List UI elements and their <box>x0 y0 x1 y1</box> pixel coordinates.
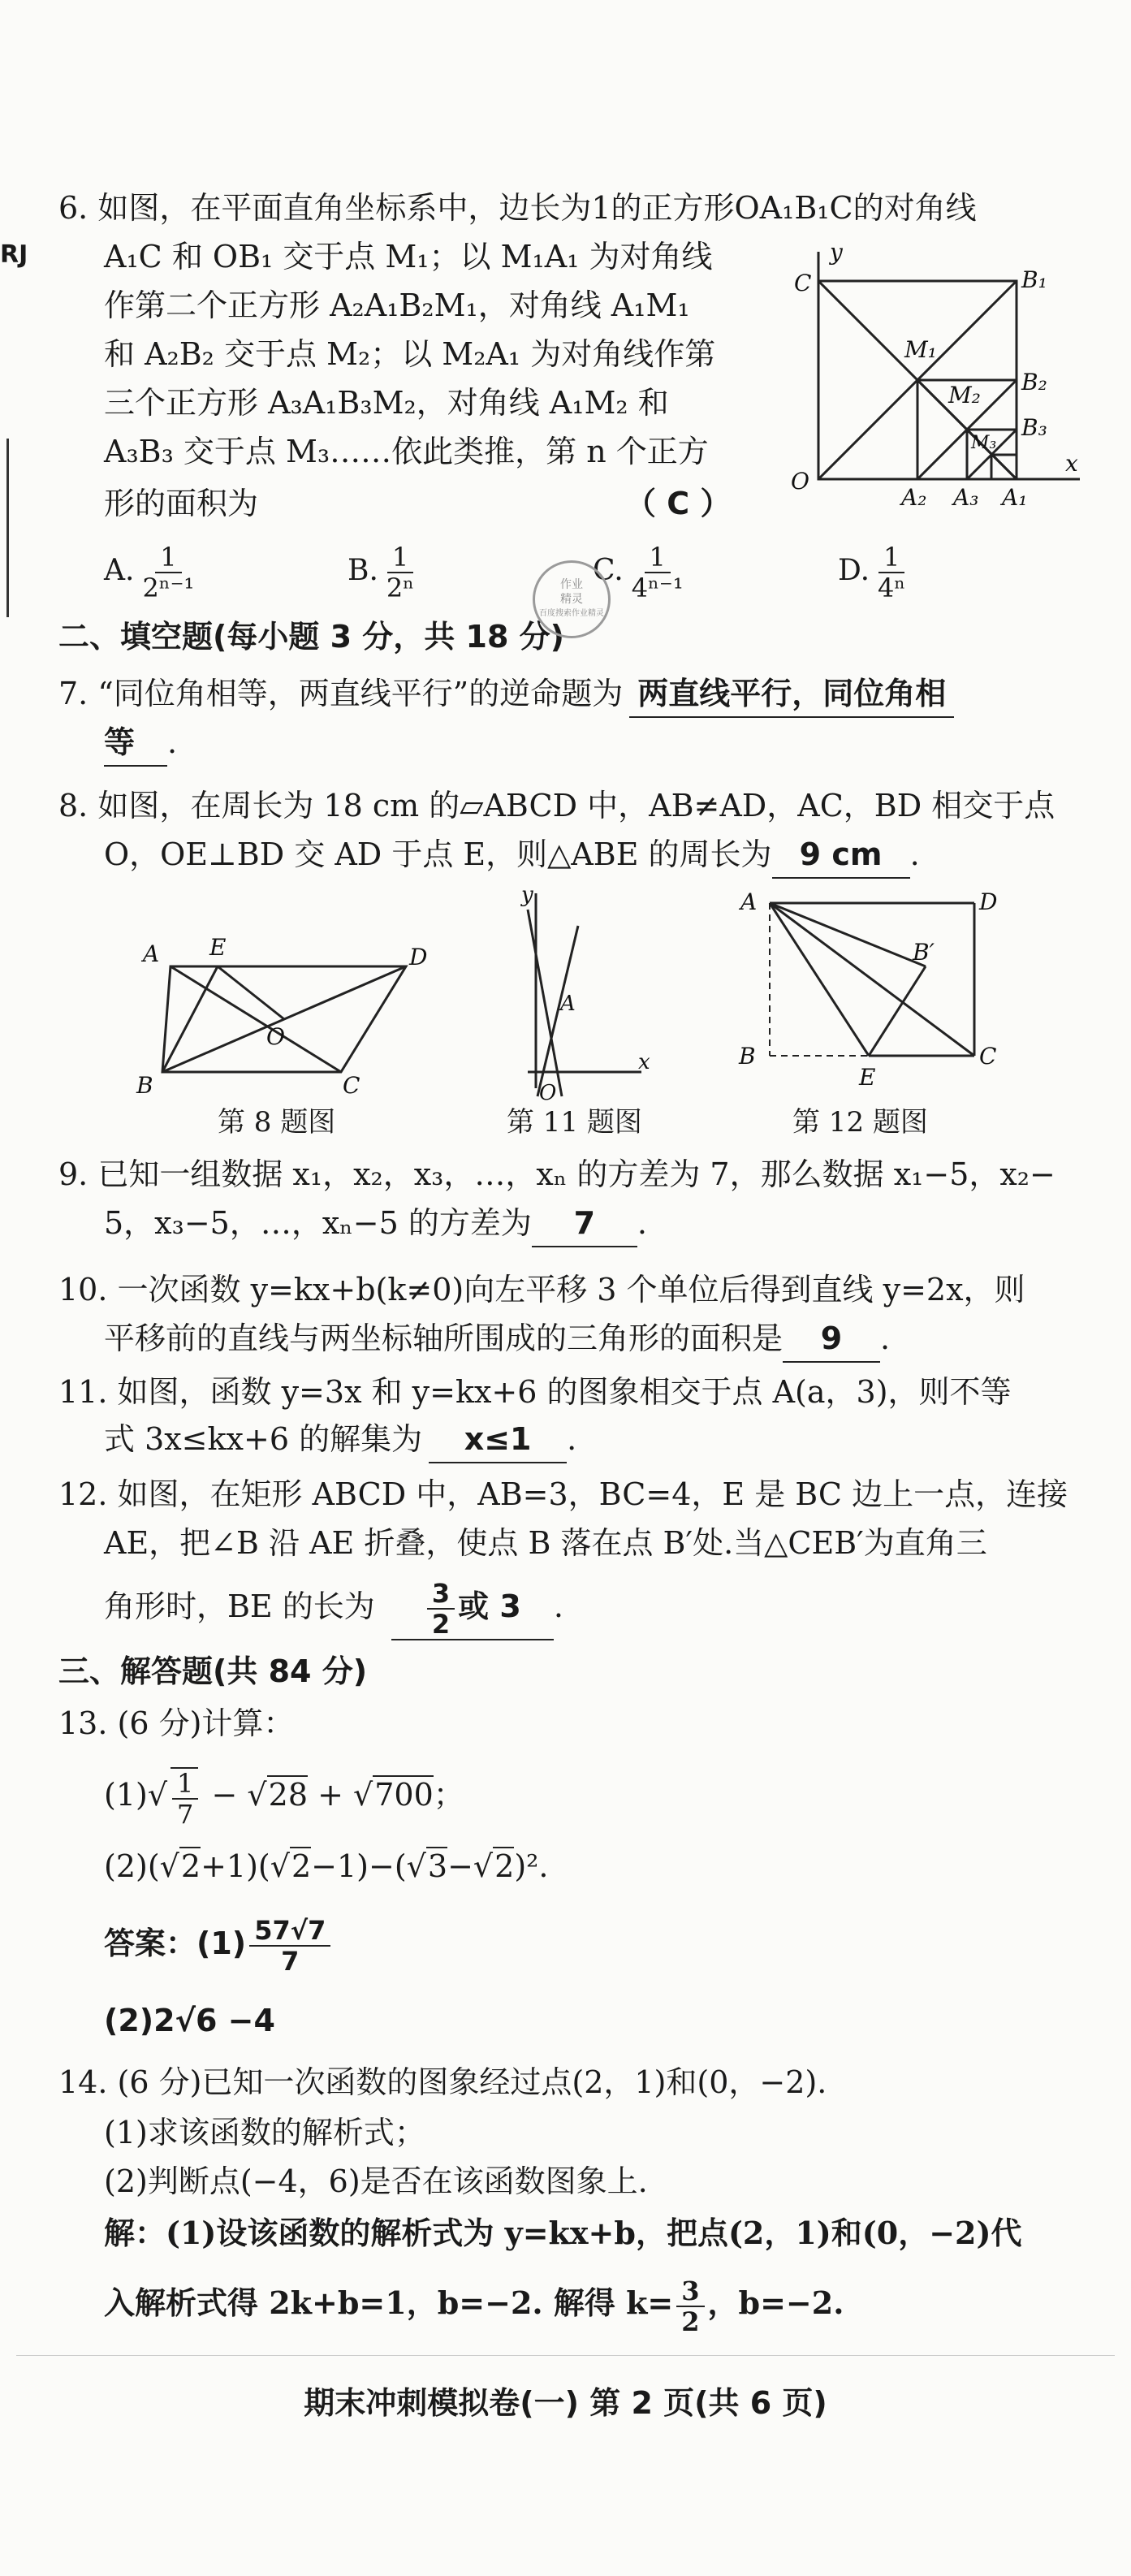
q6-fig-label-b1: B₁ <box>1021 266 1047 293</box>
q6-fig-label-y: y <box>830 239 843 266</box>
q14-solution-line2: 入解析式得 2k+b=1，b=−2. 解得 k= $\frac{3}{2}$ ，b=−2. <box>104 2275 844 2337</box>
q14-part1: (1)求该函数的解析式； <box>104 2115 425 2150</box>
page-footer: 期末冲刺模拟卷(一) 第 2 页(共 6 页) <box>304 2385 827 2421</box>
q6-fig-label-m1: M₁ <box>904 336 937 363</box>
q6-fig-label-m2: M₂ <box>948 382 981 408</box>
q10-answer-blank: 9 <box>783 1316 880 1363</box>
q6-fig-label-a3: A₃ <box>953 484 979 511</box>
q10-line1: 10. 一次函数 y=kx+b(k≠0)向左平移 3 个单位后得到直线 y=2x，则 <box>58 1272 1025 1307</box>
fig11-caption: 第 11 题图 <box>507 1106 642 1139</box>
fig8-label-e: E <box>209 934 227 961</box>
fig8-label-a: A <box>143 940 160 967</box>
fig11-label-x: x <box>638 1050 650 1074</box>
q12-answer-blank: $\frac{3}{2}$ 或 3 <box>391 1574 554 1640</box>
fig8-label-d: D <box>409 944 428 970</box>
footer-rule <box>16 2355 1115 2356</box>
fig8-caption: 第 8 题图 <box>218 1106 336 1139</box>
q6-fig-label-a2: A₂ <box>901 484 927 511</box>
q9-line2: 5，x₃−5，…，xₙ−5 的方差为 7 . <box>104 1200 647 1247</box>
q13-part1: (1)√ $\frac{1}{7}$ − √28 + √700； <box>104 1767 464 1830</box>
fig11-label-o: O <box>539 1081 557 1104</box>
fig8-label-o: O <box>266 1023 285 1050</box>
q6-fig-label-b3: B₃ <box>1021 414 1047 441</box>
q8-answer-blank: 9 cm <box>772 832 910 879</box>
section-2-heading: 二、填空题(每小题 3 分，共 18 分) <box>58 619 564 655</box>
q8-line2: O，OE⊥BD 交 AD 于点 E，则△ABE 的周长为 9 cm . <box>104 832 920 879</box>
fig12-label-e: E <box>859 1064 876 1091</box>
fig11 <box>503 877 666 1104</box>
q12-line2: AE，把∠B 沿 AE 折叠，使点 B 落在点 B′处.当△CEB′为直角三 <box>104 1525 987 1561</box>
q11-answer-blank: x≤1 <box>429 1416 567 1463</box>
q12-line1: 12. 如图，在矩形 ABCD 中，AB=3，BC=4，E 是 BC 边上一点，连接 <box>58 1476 1068 1512</box>
fig12-label-c: C <box>979 1043 997 1070</box>
fig12-label-b: B <box>739 1043 756 1070</box>
q6-line5: 三个正方形 A₃A₁B₃M₂，对角线 A₁M₂ 和 <box>104 385 669 421</box>
fig12-label-d: D <box>979 888 998 915</box>
section-3-heading: 三、解答题(共 84 分) <box>58 1653 368 1689</box>
q12-line3: 角形时，BE 的长为 $\frac{3}{2}$ 或 3 . <box>104 1574 563 1640</box>
q6-fig-label-m3: M₃ <box>971 433 997 453</box>
q6-line4: 和 A₂B₂ 交于点 M₂；以 M₂A₁ 为对角线作第 <box>104 336 716 372</box>
q6-line3: 作第二个正方形 A₂A₁B₂M₁，对角线 A₁M₁ <box>104 287 690 323</box>
fig8-label-b: B <box>136 1072 153 1099</box>
fig12-label-a: A <box>740 888 758 915</box>
q6-fig-label-o: O <box>791 468 809 495</box>
fig8 <box>130 926 438 1104</box>
margin-rule <box>0 439 9 617</box>
q11-line1: 11. 如图，函数 y=3x 和 y=kx+6 的图象相交于点 A(a，3)，则不等 <box>58 1374 1012 1410</box>
fig12-caption: 第 12 题图 <box>792 1106 928 1139</box>
q7-answer-blank-2: 等 <box>104 720 167 767</box>
q14-part2: (2)判断点(−4，6)是否在该函数图象上. <box>104 2163 648 2199</box>
q9-answer-blank: 7 <box>532 1200 637 1247</box>
q6-option-c: C. $\frac{1}{\text{4ⁿ⁻¹}}$ <box>593 542 684 603</box>
q13-title: 13. (6 分)计算： <box>58 1705 295 1741</box>
q6-fig-label-b2: B₂ <box>1021 369 1047 395</box>
q14-title: 14. (6 分)已知一次函数的图象经过点(2，1)和(0，−2). <box>58 2064 827 2100</box>
q6-answer: （ C ） <box>625 486 732 521</box>
q6-line2: A₁C 和 OB₁ 交于点 M₁；以 M₁A₁ 为对角线 <box>104 239 713 274</box>
watermark-stamp: 作业 精灵 百度搜索作业精灵 <box>533 560 611 638</box>
q6-line7: 形的面积为 <box>104 486 259 521</box>
fig12 <box>731 885 1023 1096</box>
q11-line2: 式 3x≤kx+6 的解集为 x≤1 . <box>104 1416 576 1463</box>
q6-option-b: B. $\frac{1}{\text{2ⁿ}}$ <box>348 542 415 603</box>
q10-line2: 平移前的直线与两坐标轴所围成的三角形的面积是 9 . <box>104 1316 890 1363</box>
q8-line1: 8. 如图，在周长为 18 cm 的▱ABCD 中，AB≠AD，AC，BD 相交于点 <box>58 788 1055 823</box>
q6-fig-label-c: C <box>794 270 812 296</box>
q13-part2: (2)(√2+1)(√2−1)−(√3−√2)². <box>104 1848 549 1884</box>
q7-answer-blank: 两直线平行，同位角相 <box>629 671 954 718</box>
q6-figure <box>779 236 1088 528</box>
q6-fig-label-x: x <box>1065 450 1078 477</box>
q6-line6: A₃B₃ 交于点 M₃……依此类推，第 n 个正方 <box>104 434 709 469</box>
q6-fig-label-a1: A₁ <box>1002 484 1028 511</box>
q13-answer-1: 答案：(1) $\frac{57√7}{7}$ <box>104 1907 334 1980</box>
fig11-label-a: A <box>560 992 576 1016</box>
fig8-label-c: C <box>343 1072 360 1099</box>
fig12-label-bprime: B′ <box>913 939 935 966</box>
fig11-label-y: y <box>521 883 533 907</box>
q13-answer-2: (2)2√6 −4 <box>104 2003 275 2038</box>
q7-line2: 等 . <box>104 720 177 767</box>
q6-option-a: A. $\frac{1}{\text{2ⁿ⁻¹}}$ <box>104 542 195 603</box>
q7-line1: 7. “同位角相等，两直线平行”的逆命题为 两直线平行，同位角相 <box>58 671 954 718</box>
q6-line1: 6. 如图，在平面直角坐标系中，边长为1的正方形OA₁B₁C的对角线 <box>58 190 977 226</box>
margin-mark: RJ <box>0 240 28 269</box>
q14-solution-line1: 解：(1)设该函数的解析式为 y=kx+b，把点(2，1)和(0，−2)代 <box>104 2215 1022 2251</box>
q6-option-d: D. $\frac{1}{\text{4ⁿ}}$ <box>838 542 906 603</box>
q9-line1: 9. 已知一组数据 x₁，x₂，x₃，…，xₙ 的方差为 7，那么数据 x₁−5，x₂− <box>58 1156 1055 1192</box>
